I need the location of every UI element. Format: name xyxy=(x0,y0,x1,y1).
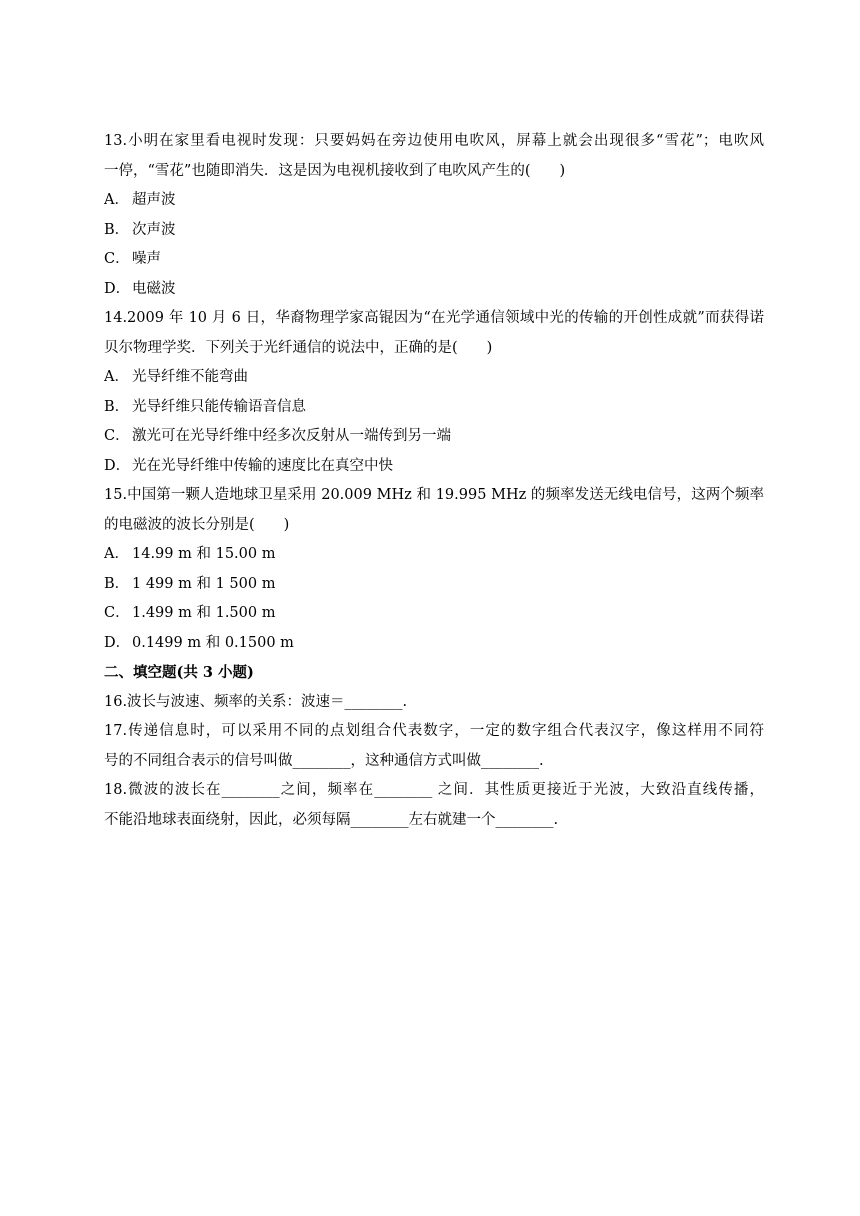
option-text: 激光可在光导纤维中经多次反射从一端传到另一端 xyxy=(132,428,451,444)
option-text: 1 499 m 和 1 500 m xyxy=(132,575,276,592)
question-18-line-1: 18.微波的波长在________之间，频率在________ 之间．其性质更接近于光波，大致沿直线传播， xyxy=(104,782,764,798)
option-letter: B． xyxy=(104,398,130,415)
question-14-option-d xyxy=(104,452,764,482)
option-text: 噪声 xyxy=(132,251,161,267)
option-letter: B． xyxy=(104,575,130,592)
question-14-option-b xyxy=(104,393,764,423)
option-text: 1.499 m 和 1.500 m xyxy=(132,605,276,621)
question-14-option-c xyxy=(104,422,764,452)
option-letter: C． xyxy=(104,605,130,621)
section-2-title: 二、填空题(共 3 小题) xyxy=(104,664,254,681)
question-13-line-2: 一停，“雪花”也随即消失．这是因为电视机接收到了电吹风产生的( ) xyxy=(104,162,566,179)
document-content xyxy=(104,127,764,835)
option-letter: C． xyxy=(104,428,130,444)
option-letter: D． xyxy=(104,634,131,651)
question-14-line-2: 贝尔物理学奖．下列关于光纤通信的说法中，正确的是( ) xyxy=(104,339,493,356)
question-15-option-d xyxy=(104,629,764,659)
question-17-line-2: 号的不同组合表示的信号叫做________，这种通信方式叫做________. xyxy=(104,752,544,769)
question-15-line-2: 的电磁波的波长分别是( ) xyxy=(104,516,290,533)
option-text: 光导纤维只能传输语音信息 xyxy=(132,398,306,415)
option-letter: A． xyxy=(104,369,129,385)
question-14-line-1: 14.2009 年 10 月 6 日，华裔物理学家高锟因为“在光学通信领域中光的传输的开创性成就”而获得诺 xyxy=(104,310,764,326)
option-text: 次声波 xyxy=(132,221,176,238)
option-letter: A． xyxy=(104,546,129,562)
question-13-option-b xyxy=(104,216,764,246)
question-15-option-a xyxy=(104,540,764,570)
option-text: 超声波 xyxy=(132,192,176,208)
option-letter: D． xyxy=(104,457,131,474)
question-13-option-c xyxy=(104,245,764,275)
question-16: 16.波长与波速、频率的关系：波速＝________. xyxy=(104,693,408,710)
question-15-line-1: 15.中国第一颗人造地球卫星采用 20.009 MHz 和 19.995 MHz 的频率发送无线电信号，这两个频率 xyxy=(104,487,764,503)
option-letter: D． xyxy=(104,280,131,297)
question-15-option-b xyxy=(104,570,764,600)
question-13-line-1: 13.小明在家里看电视时发现：只要妈妈在旁边使用电吹风，屏幕上就会出现很多“雪花”；电吹风 xyxy=(104,133,764,149)
question-13-option-d xyxy=(104,275,764,305)
question-13-option-a xyxy=(104,186,764,216)
option-text: 电磁波 xyxy=(132,280,176,297)
option-letter: C． xyxy=(104,251,130,267)
option-text: 0.1499 m 和 0.1500 m xyxy=(132,634,294,651)
option-text: 光导纤维不能弯曲 xyxy=(132,369,248,385)
option-text: 14.99 m 和 15.00 m xyxy=(132,546,276,562)
question-17-line-1: 17.传递信息时，可以采用不同的点划组合代表数字，一定的数字组合代表汉字，像这样用不同符 xyxy=(104,723,764,739)
question-14-option-a xyxy=(104,363,764,393)
option-text: 光在光导纤维中传输的速度比在真空中快 xyxy=(132,457,393,474)
question-15-option-c xyxy=(104,599,764,629)
option-letter: A． xyxy=(104,192,129,208)
option-letter: B． xyxy=(104,221,130,238)
question-18-line-2: 不能沿地球表面绕射，因此，必须每隔________左右就建一个________. xyxy=(104,811,559,828)
